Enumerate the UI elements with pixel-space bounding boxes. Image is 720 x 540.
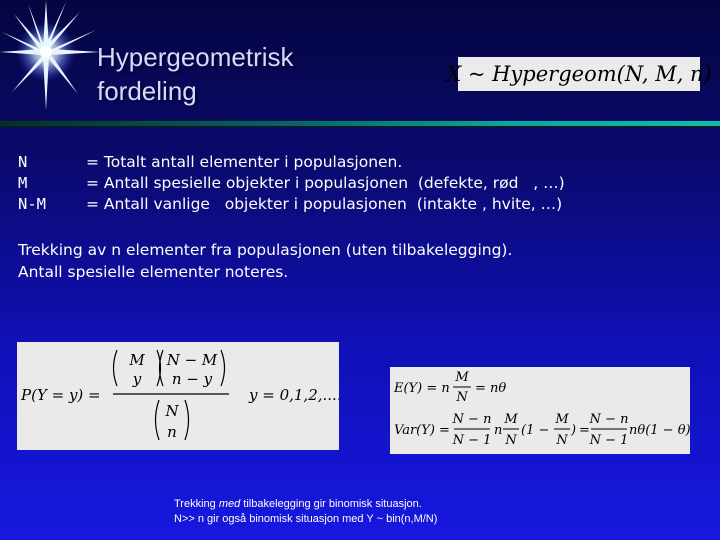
paragraph-line-2: Antall spesielle elementer noteres. [18,263,289,281]
definition-symbol: N [18,153,28,171]
pmf-binom-m-bottom: y [132,370,142,388]
pmf-binom-nm-bottom: n − y [171,370,213,388]
mean-rhs: = nθ [475,381,507,396]
var-lhs: Var(Y) = [394,423,450,438]
var-n: n [494,423,503,438]
pmf-lhs: P(Y = y) = [21,386,101,404]
pmf-binom-m-top: M [129,351,145,369]
var-frac1-den: N − 1 [452,433,492,448]
var-frac2-num: M [504,412,518,427]
pmf-formula-box [17,342,339,450]
definitions-list [18,152,565,215]
var-frac2-den: N [505,433,517,448]
definition-text: = Totalt antall elementer i populasjonen. [86,153,403,171]
title-line-1: Hypergeometrisk [97,42,294,72]
var-frac4-den: N − 1 [589,433,629,448]
var-mid: (1 − [521,423,550,438]
pmf-support: y = 0,1,2,..... [249,386,339,404]
definition-row [18,173,565,194]
footnote-line-1-post: tilbakelegging gir binomisk situasjon. [240,498,422,510]
definition-row [18,152,565,173]
footnote-line-1 [174,497,437,512]
footnote-line-1-pre: Trekking [174,498,219,510]
footnote [174,497,437,527]
definition-row [18,194,565,215]
pmf-binom-nm-top: N − M [166,351,218,369]
pmf-binom-n-top: N [165,402,179,420]
moments-formula [390,367,690,454]
var-frac3-den: N [556,433,568,448]
footnote-emphasis: med [218,498,241,510]
moments-formula-box [390,367,690,454]
mean-lhs: E(Y) = n [394,381,450,396]
divider-bar [0,121,720,126]
var-close: ) [571,423,577,438]
distribution-formula: X ~ Hypergeom(N, M, n) [458,57,700,91]
var-frac3-num: M [555,412,569,427]
mean-frac-den: N [456,390,468,405]
var-frac1-num: N − n [452,412,492,427]
definition-text: = Antall spesielle objekter i populasjonen (defekte, rød , …) [86,174,565,192]
pmf-binom-n-bottom: n [167,423,177,441]
title-line-2: fordeling [97,76,197,106]
var-frac4-num: N − n [589,412,629,427]
var-tail: nθ(1 − θ) [629,423,690,438]
pmf-formula [17,342,339,450]
definition-text: = Antall vanlige objekter i populasjonen (intakte , hvite, …) [86,195,563,213]
starburst-decoration [0,0,110,120]
description-paragraph [18,239,708,283]
definition-symbol: M [18,174,28,192]
mean-frac-num: M [455,370,469,385]
definition-symbol: N-M [18,195,46,213]
footnote-line-2: N>> n gir også binomisk situasjon med Y ~ bin(n,M/N) [174,513,438,525]
paragraph-line-1: Trekking av n elementer fra populasjonen (uten tilbakelegging). [18,241,513,259]
var-rhs: = [579,423,590,438]
slide-title [97,40,397,108]
